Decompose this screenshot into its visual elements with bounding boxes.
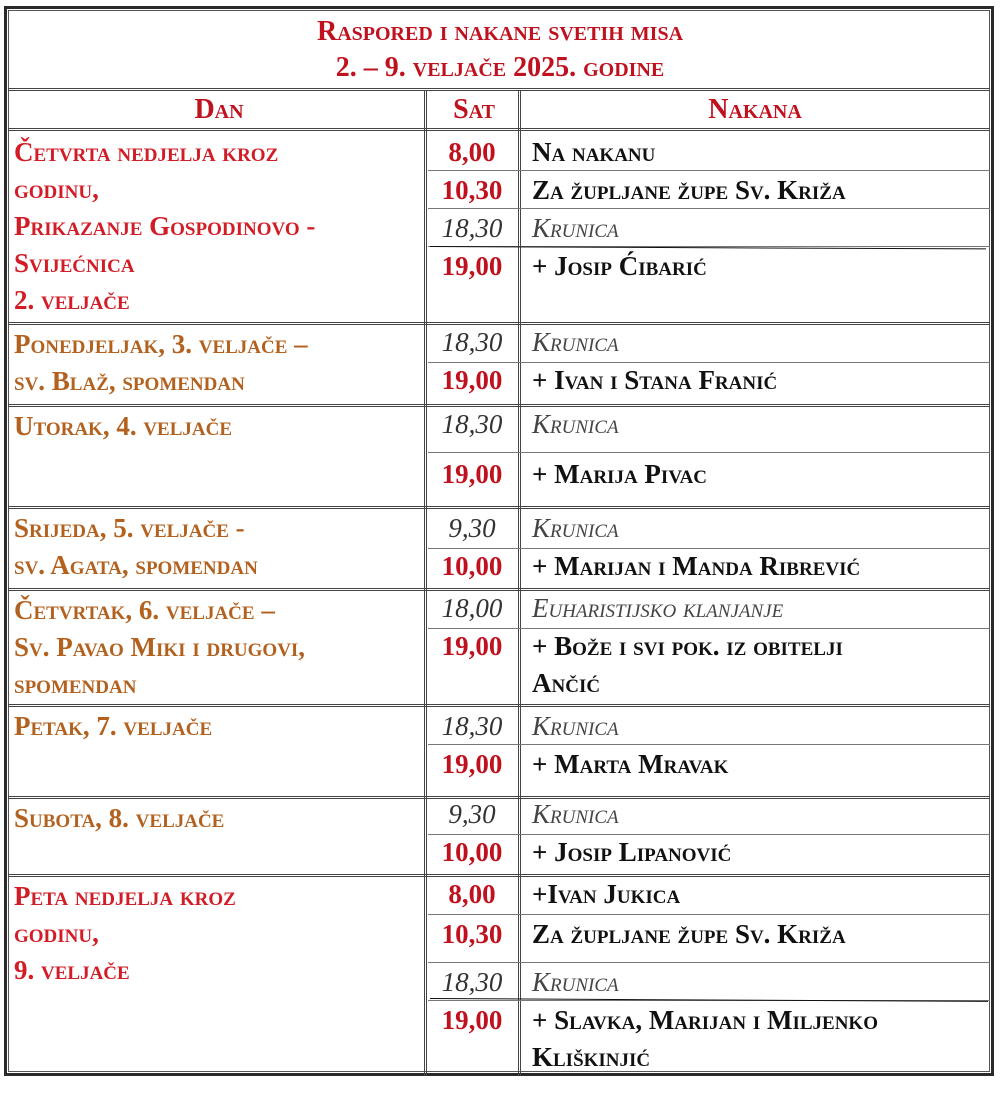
mass-intent: [532, 510, 987, 547]
mass-intent-line: Krunica: [532, 967, 619, 997]
mass-intent: [532, 876, 987, 913]
mass-intent: [532, 796, 987, 833]
mass-row-rule: [428, 744, 990, 745]
day-label: [14, 708, 424, 745]
day-label-line: Petak, 7. veljače: [14, 711, 213, 741]
header-intent: Nakana: [708, 94, 802, 125]
title-line-2: 2. – 9. veljače 2025. godine: [335, 52, 665, 83]
day-row-rule: [8, 704, 990, 707]
mass-row-rule: [428, 914, 990, 915]
mass-intent: [532, 746, 987, 783]
mass-intent-line: + Josip Ćibarić: [532, 251, 707, 281]
mass-time: 10,30: [441, 919, 503, 949]
mass-intent-line: Ančić: [532, 668, 601, 698]
day-label: [14, 800, 424, 837]
mass-row-rule: [428, 208, 990, 209]
mass-time: 19,00: [441, 459, 503, 489]
header-bottom-rule: [8, 128, 990, 131]
mass-row-rule: [428, 362, 990, 363]
mass-intent-line: Krunica: [532, 213, 619, 243]
mass-intent-line: Krunica: [532, 513, 619, 543]
mass-intent: [532, 362, 987, 399]
mass-intent: [532, 548, 987, 585]
mass-intent-line: + Marija Pivac: [532, 459, 708, 489]
mass-time: 8,00: [448, 879, 496, 909]
header-time: Sat: [453, 94, 495, 125]
mass-row-rule: [428, 962, 990, 963]
mass-intent: [532, 324, 987, 361]
mass-time: 18,30: [441, 213, 503, 243]
day-label-line: Subota, 8. veljače: [14, 803, 225, 833]
mass-time: 18,00: [441, 593, 503, 623]
mass-row-rule: [428, 834, 990, 835]
mass-intent: [532, 1002, 987, 1076]
mass-time: 18,30: [441, 409, 503, 439]
mass-row-rule: [428, 452, 990, 453]
mass-intent: [532, 248, 987, 285]
header-top-rule: [8, 88, 990, 91]
day-label-line: Ponedjeljak, 3. veljače –: [14, 329, 308, 359]
day-label-line: Prikazanje Gospodinovo -: [14, 211, 316, 241]
day-row-rule: [8, 506, 990, 509]
mass-intent-line: Krunica: [532, 409, 619, 439]
mass-intent-line: Krunica: [532, 799, 619, 829]
schedule-title: [10, 14, 990, 86]
day-label-line: Peta nedjelja kroz: [14, 881, 236, 911]
mass-time: 10,00: [441, 837, 503, 867]
mass-intent: [532, 708, 987, 745]
mass-intent-line: Za župljane župe Sv. Križa: [532, 919, 846, 949]
column-separator-2: [518, 90, 521, 1076]
mass-time: 19,00: [441, 1005, 503, 1035]
day-label-line: Četvrtak, 6. veljače –: [14, 595, 275, 625]
mass-intent-line: + Marijan i Manda Ribrević: [532, 551, 861, 581]
day-label-line: sv. Agata, spomendan: [14, 550, 258, 580]
mass-intent: [532, 916, 987, 953]
day-label-line: 2. veljače: [14, 285, 130, 315]
mass-intent-line: + Josip Lipanović: [532, 837, 732, 867]
mass-intent-line: Na nakanu: [532, 137, 656, 167]
mass-time: 19,00: [441, 251, 503, 281]
day-label-line: Utorak, 4. veljače: [14, 411, 233, 441]
mass-intent-line: + Marta Mravak: [532, 749, 729, 779]
mass-intent-line: Za župljane župe Sv. Križa: [532, 175, 846, 205]
day-label-line: Četvrta nedjelja kroz: [14, 137, 279, 167]
mass-intent-line: + Slavka, Marijan i Miljenko: [532, 1005, 878, 1035]
mass-intent: [532, 134, 987, 171]
day-label-line: Sv. Pavao Miki i drugovi,: [14, 632, 306, 662]
mass-intent-line: Kliškinjić: [532, 1042, 651, 1072]
day-label-line: godinu,: [14, 174, 99, 204]
mass-time: 10,00: [441, 551, 503, 581]
day-label-line: godinu,: [14, 918, 99, 948]
mass-time: 9,30: [448, 513, 496, 543]
mass-time: 18,30: [441, 711, 503, 741]
mass-intent: [532, 210, 987, 247]
mass-time: 9,30: [448, 799, 496, 829]
mass-intent: [532, 172, 987, 209]
mass-intent: [532, 406, 987, 443]
mass-time: 10,30: [441, 175, 503, 205]
mass-time: 18,30: [441, 327, 503, 357]
mass-intent: [532, 456, 987, 493]
title-line-1: Raspored i nakane svetih misa: [316, 16, 684, 47]
header-day: Dan: [194, 94, 244, 125]
day-label-line: sv. Blaž, spomendan: [14, 366, 245, 396]
day-label-line: spomendan: [14, 669, 137, 699]
mass-intent-line: Krunica: [532, 327, 619, 357]
day-label: [14, 510, 424, 584]
mass-time: 19,00: [441, 631, 503, 661]
day-label: [14, 408, 424, 445]
mass-intent: [532, 834, 987, 871]
mass-row-rule: [428, 628, 990, 629]
mass-intent: [532, 590, 987, 627]
day-label-line: 9. veljače: [14, 955, 130, 985]
mass-intent: [532, 628, 987, 702]
mass-intent-line: Euharistijsko klanjanje: [532, 593, 784, 623]
mass-time: 18,30: [441, 967, 503, 997]
mass-time: 8,00: [448, 137, 496, 167]
mass-intent-line: Krunica: [532, 711, 619, 741]
mass-intent-line: + Bože i svi pok. iz obitelji: [532, 631, 843, 661]
mass-intent-line: + Ivan i Stana Franić: [532, 365, 778, 395]
mass-time: 19,00: [441, 365, 503, 395]
day-label: [14, 592, 424, 703]
mass-intent-line: +Ivan Jukica: [532, 879, 681, 909]
mass-row-rule: [428, 548, 990, 549]
mass-intent: [532, 964, 987, 1001]
column-separator-1: [424, 90, 427, 1076]
day-label: [14, 326, 424, 400]
day-label-line: Svijećnica: [14, 248, 135, 278]
day-label: [14, 134, 424, 319]
day-label: [14, 878, 424, 989]
mass-time: 19,00: [441, 749, 503, 779]
day-label-line: Srijeda, 5. veljače -: [14, 513, 245, 543]
mass-row-rule: [428, 170, 990, 171]
